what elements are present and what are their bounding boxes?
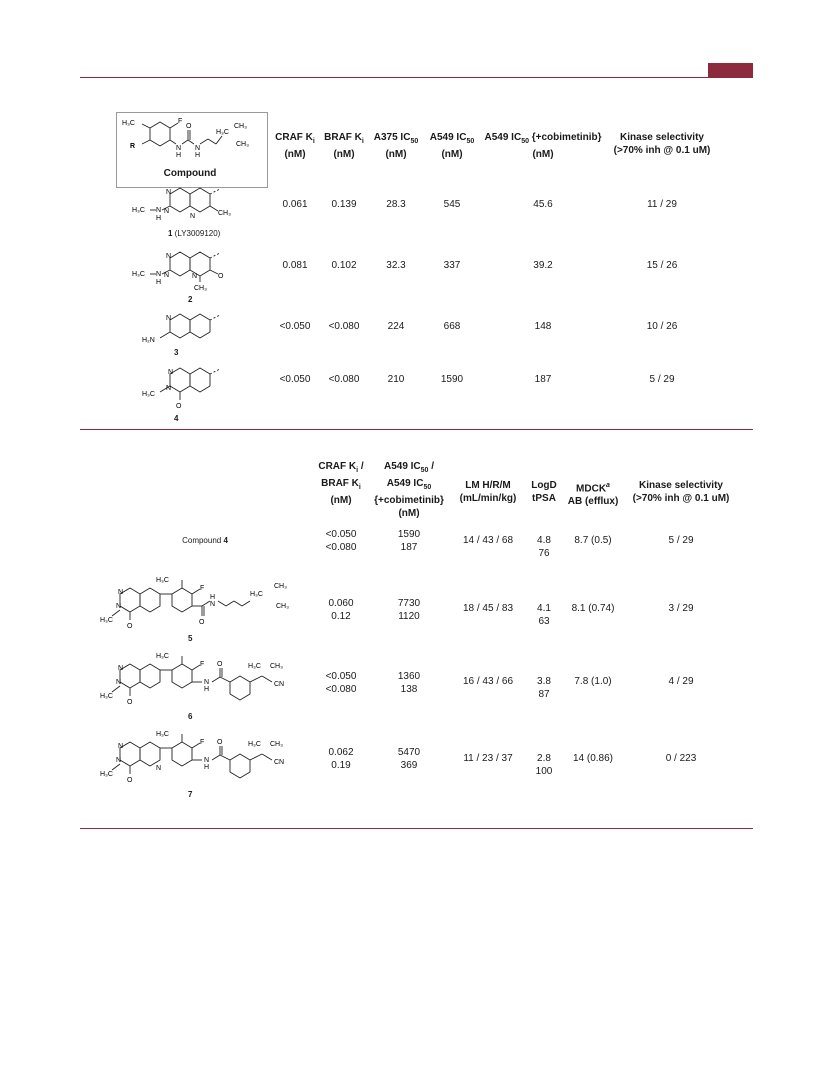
svg-text:CN: CN	[274, 759, 285, 766]
svg-text:N: N	[116, 603, 122, 610]
structure-compound-4	[140, 362, 240, 414]
svg-text:CH₃: CH₃	[276, 603, 289, 610]
svg-text:N: N	[116, 757, 122, 764]
compound-label-4: 4	[174, 414, 179, 423]
svg-text:N: N	[118, 589, 124, 596]
cell-braf-4: <0.080	[328, 374, 360, 385]
top-rule	[80, 77, 753, 78]
cell-kinase-6: 4 / 29	[668, 676, 694, 687]
cell-kinase-2: 15 / 26	[646, 260, 678, 271]
svg-text:H: H	[156, 215, 162, 222]
cell-craf-2: 0.081	[282, 260, 308, 271]
svg-text:F: F	[200, 661, 205, 668]
cell-kinase-1: 11 / 29	[647, 199, 677, 210]
cell-a549-1: 545	[443, 199, 461, 210]
header-a375-ic50: A375 $IC_{50}$ (nM)	[373, 132, 419, 160]
svg-text:H₃C: H₃C	[100, 617, 113, 624]
cell-kinase-3: 10 / 26	[646, 321, 678, 332]
header-tab	[708, 63, 753, 78]
cell-a549-ratio-5: 7730 1120	[397, 598, 421, 622]
svg-text:N: N	[118, 743, 124, 750]
header-a549-ic50: A549 $IC_{50}$ (nM)	[429, 132, 475, 160]
svg-text:H: H	[195, 152, 201, 159]
cell-logd-6: 3.8 87	[537, 676, 551, 700]
cell-a549-ratio-4: 1590 187	[397, 529, 421, 553]
compound-label-5: 5	[188, 634, 193, 643]
structure-compound-7	[100, 728, 305, 798]
header-mdck: MDCK$^a$ AB (efflux)	[567, 482, 619, 508]
cell-kinase-4: 5 / 29	[649, 374, 675, 385]
cell-a549-3: 668	[443, 321, 461, 332]
svg-text:H: H	[210, 594, 216, 601]
compound-label-4b: Compound 4	[182, 536, 228, 545]
svg-text:CH₃: CH₃	[236, 141, 249, 148]
cell-a549-2: 337	[443, 260, 461, 271]
structure-compound-5	[100, 574, 305, 640]
svg-text:F: F	[200, 739, 205, 746]
svg-text:N: N	[166, 385, 172, 392]
cell-a549c-2: 39.2	[533, 260, 553, 271]
cell-logd-7: 2.8 100	[535, 753, 553, 777]
cell-mdck-6: 7.8 (1.0)	[574, 676, 612, 687]
cell-braf-2: 0.102	[331, 260, 357, 271]
svg-text:O: O	[127, 623, 133, 630]
cell-raf-ki-4: <0.050 <0.080	[325, 529, 357, 553]
svg-text:N: N	[192, 273, 198, 280]
svg-text:CH₃: CH₃	[218, 210, 231, 217]
compound-header: Compound	[163, 168, 217, 179]
svg-text:H₃C: H₃C	[248, 741, 261, 748]
svg-text:N: N	[164, 272, 170, 279]
svg-text:N: N	[116, 679, 122, 686]
structure-compound-1	[130, 184, 240, 228]
svg-text:N: N	[164, 208, 170, 215]
compound-label-6: 6	[188, 712, 193, 721]
cell-kinase-7: 0 / 223	[665, 753, 697, 764]
compound-label-1: 1 (LY3009120)	[168, 229, 221, 238]
header-a549-ratio: A549 $IC_{50}$ / A549 $IC_{50}$ {+cobimetinib} (nM)	[374, 461, 444, 519]
cell-a549-ratio-6: 1360 138	[397, 671, 421, 695]
svg-text:F: F	[178, 118, 183, 125]
scaffold-structure	[118, 114, 264, 164]
cell-mdck-4: 8.7 (0.5)	[574, 535, 612, 546]
svg-text:N: N	[166, 315, 172, 322]
cell-kinase-5: 3 / 29	[668, 603, 694, 614]
cell-lm-4: 14 / 43 / 68	[462, 535, 514, 546]
cell-logd-5: 4.1 63	[537, 603, 551, 627]
svg-text:N: N	[210, 601, 216, 608]
cell-a375-1: 28.3	[386, 199, 406, 210]
svg-text:O: O	[186, 123, 192, 130]
svg-text:H₃C: H₃C	[250, 591, 263, 598]
header-craf-ki: CRAF $K_i$ (nM)	[275, 132, 315, 160]
cell-mdck-5: 8.1 (0.74)	[571, 603, 615, 614]
svg-text:N: N	[190, 213, 196, 220]
cell-braf-1: 0.139	[331, 199, 357, 210]
structure-compound-2	[130, 248, 240, 296]
svg-text:O: O	[127, 777, 133, 784]
svg-text:H₃C: H₃C	[216, 129, 229, 136]
svg-text:O: O	[199, 619, 205, 626]
svg-text:R: R	[130, 143, 136, 150]
cell-raf-ki-5: 0.060 0.12	[328, 598, 354, 622]
cell-raf-ki-7: 0.062 0.19	[328, 747, 354, 771]
svg-text:H₃C: H₃C	[142, 391, 155, 398]
svg-text:H₃C: H₃C	[132, 271, 145, 278]
svg-text:CH₃: CH₃	[194, 285, 207, 292]
compound-label-7: 7	[188, 790, 193, 799]
cell-raf-ki-6: <0.050 <0.080	[325, 671, 357, 695]
svg-text:CH₃: CH₃	[234, 123, 247, 130]
svg-text:N: N	[166, 253, 172, 260]
svg-text:O: O	[176, 403, 182, 410]
svg-text:N: N	[166, 189, 172, 196]
header-lm: LM H/R/M (mL/min/kg)	[459, 480, 517, 504]
section-divider	[80, 429, 753, 430]
svg-text:CH₃: CH₃	[274, 583, 287, 590]
svg-text:H₃C: H₃C	[100, 693, 113, 700]
svg-text:H: H	[156, 279, 162, 286]
svg-text:H: H	[204, 686, 210, 693]
svg-text:H₃C: H₃C	[100, 771, 113, 778]
svg-text:N: N	[156, 765, 162, 772]
svg-text:H: H	[176, 152, 182, 159]
svg-text:H: H	[204, 764, 210, 771]
cell-craf-3: <0.050	[279, 321, 311, 332]
cell-a549-ratio-7: 5470 369	[397, 747, 421, 771]
cell-kinase-4b: 5 / 29	[668, 535, 694, 546]
svg-text:N: N	[176, 145, 182, 152]
svg-text:CH₃: CH₃	[270, 663, 283, 670]
cell-a375-4: 210	[387, 374, 405, 385]
svg-text:H₂N: H₂N	[142, 337, 155, 344]
svg-text:O: O	[217, 739, 223, 746]
svg-text:N: N	[168, 369, 174, 376]
header-braf-ki: BRAF $K_i$ (nM)	[324, 132, 364, 160]
cell-logd-4: 4.8 76	[537, 535, 551, 559]
svg-text:CN: CN	[274, 681, 285, 688]
header-logd-tpsa: LogD tPSA	[531, 480, 557, 504]
header-a549-cobimetinib: A549 $IC_{50}$ {+cobimetinib} (nM)	[484, 132, 602, 160]
svg-text:H₃C: H₃C	[156, 577, 169, 584]
svg-text:O: O	[218, 273, 224, 280]
structure-compound-6	[100, 650, 305, 720]
svg-text:N: N	[195, 145, 201, 152]
svg-text:H₃C: H₃C	[122, 120, 135, 127]
cell-craf-1: 0.061	[282, 199, 308, 210]
compound-label-3: 3	[174, 348, 179, 357]
svg-text:N: N	[156, 207, 162, 214]
cell-a549c-1: 45.6	[533, 199, 553, 210]
svg-text:O: O	[217, 661, 223, 668]
svg-text:N: N	[156, 271, 162, 278]
svg-text:O: O	[127, 699, 133, 706]
cell-craf-4: <0.050	[279, 374, 311, 385]
svg-text:N: N	[204, 679, 210, 686]
cell-lm-5: 18 / 45 / 83	[462, 603, 514, 614]
structure-compound-3	[140, 310, 240, 350]
header-raf-ki: CRAF $K_i$ / BRAF $K_i$ (nM)	[318, 461, 364, 506]
cell-a549-4: 1590	[440, 374, 464, 385]
svg-text:N: N	[204, 757, 210, 764]
cell-braf-3: <0.080	[328, 321, 360, 332]
svg-text:H₃C: H₃C	[156, 731, 169, 738]
compound-label-2: 2	[188, 295, 193, 304]
cell-a375-2: 32.3	[386, 260, 406, 271]
cell-a375-3: 224	[387, 321, 405, 332]
header-kinase-selectivity: Kinase selectivity (>70% inh @ 0.1 uM)	[613, 132, 711, 156]
svg-text:H₃C: H₃C	[132, 207, 145, 214]
cell-lm-6: 16 / 43 / 66	[462, 676, 514, 687]
bottom-rule	[80, 828, 753, 829]
cell-a549c-3: 148	[534, 321, 552, 332]
header-kinase-selectivity-2: Kinase selectivity (>70% inh @ 0.1 uM)	[632, 480, 730, 504]
svg-text:CH₃: CH₃	[270, 741, 283, 748]
cell-mdck-7: 14 (0.86)	[572, 753, 614, 764]
svg-text:H₃C: H₃C	[156, 653, 169, 660]
svg-text:H₃C: H₃C	[248, 663, 261, 670]
cell-a549c-4: 187	[534, 374, 552, 385]
cell-lm-7: 11 / 23 / 37	[463, 753, 513, 764]
svg-text:N: N	[118, 665, 124, 672]
svg-text:F: F	[200, 585, 205, 592]
